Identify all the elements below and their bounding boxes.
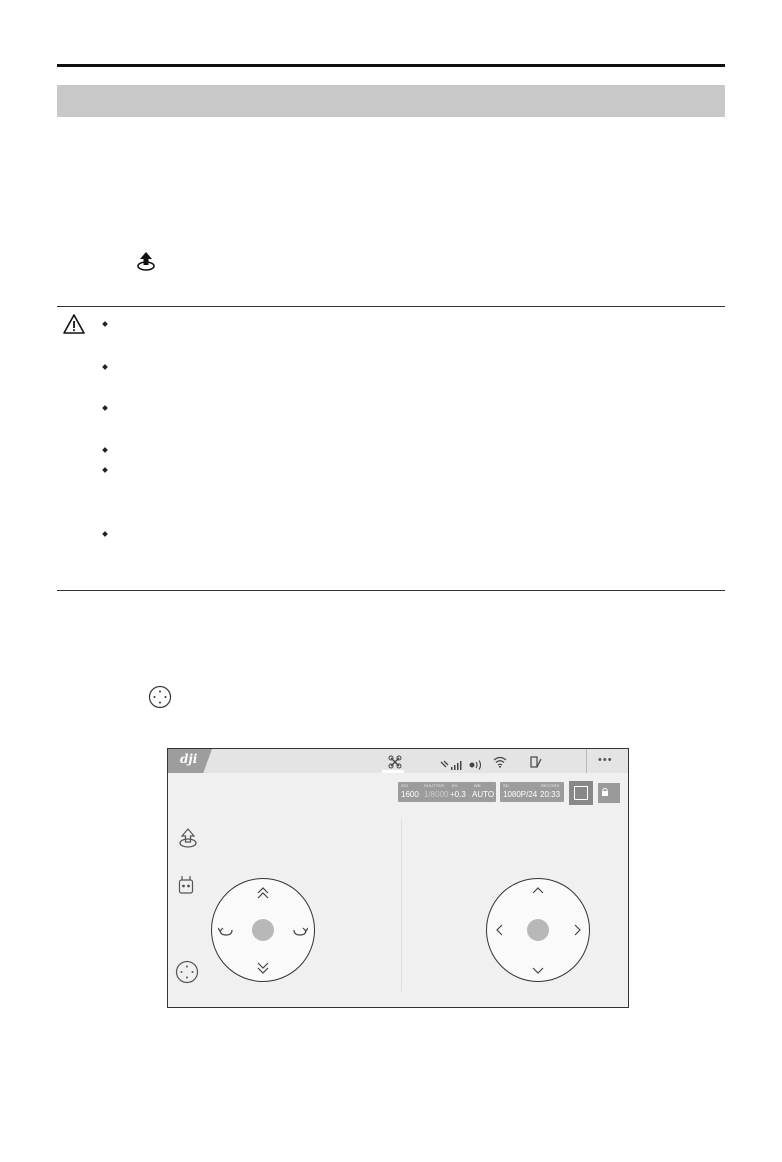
- note-bullet: [102, 321, 108, 327]
- right-stick-knob[interactable]: [527, 919, 549, 941]
- takeoff-icon: [135, 250, 157, 272]
- descend-icon: [257, 961, 269, 975]
- shutter-value: 1/8000: [424, 790, 449, 799]
- wb-value: AUTO: [472, 790, 495, 799]
- notes-bottom-rule: [57, 590, 725, 591]
- remote-controller-button[interactable]: [178, 875, 194, 900]
- right-icon: [573, 924, 582, 936]
- iso-value: 1600: [401, 790, 419, 799]
- sd-label: SD: [503, 783, 509, 788]
- shutter-label: SHUTTER: [424, 783, 445, 788]
- rotate-right-icon: [292, 925, 308, 937]
- record-label: RECORD: [541, 783, 560, 788]
- lock-icon: [601, 787, 609, 797]
- remote-signal-icon: [468, 757, 484, 775]
- notes-top-rule: [57, 306, 725, 307]
- rotate-left-icon: [218, 925, 234, 937]
- takeoff-button[interactable]: [177, 827, 199, 854]
- dji-logo: dji: [180, 752, 198, 766]
- left-virtual-stick[interactable]: [211, 878, 315, 982]
- takeoff-icon: [177, 827, 199, 849]
- screen-divider: [401, 819, 402, 991]
- ev-label: EV: [452, 783, 458, 788]
- camera-exposure-panel[interactable]: [398, 782, 496, 802]
- lock-button[interactable]: [598, 783, 620, 803]
- record-value: 20:33: [540, 790, 561, 799]
- note-bullet: [102, 467, 108, 473]
- virtual-joystick-icon: [175, 960, 199, 984]
- forward-icon: [532, 886, 544, 895]
- resolution-value: 1080P/24: [503, 790, 538, 799]
- topbar-divider: [586, 749, 587, 773]
- backward-icon: [532, 966, 544, 975]
- warning-triangle-icon: [62, 313, 86, 335]
- gps-signal-icon: [440, 757, 462, 775]
- iso-label: ISO: [401, 783, 409, 788]
- virtual-joystick-icon: [148, 685, 172, 709]
- note-bullet: [102, 531, 108, 537]
- active-tab-indicator: [382, 770, 404, 773]
- ev-value: +0.3: [450, 790, 466, 799]
- app-screenshot: [167, 748, 629, 1008]
- shutter-button[interactable]: [569, 781, 593, 805]
- virtual-joystick-button[interactable]: [175, 960, 199, 989]
- remote-controller-icon: [178, 875, 194, 895]
- wifi-signal-icon: [493, 755, 507, 773]
- top-rule: [57, 64, 725, 67]
- left-icon: [495, 924, 504, 936]
- battery-icon: [530, 755, 542, 773]
- wb-label: WB: [474, 783, 481, 788]
- more-menu-button[interactable]: •••: [598, 754, 613, 766]
- ascend-icon: [257, 886, 269, 900]
- right-virtual-stick[interactable]: [486, 878, 590, 982]
- note-bullet: [102, 447, 108, 453]
- shutter-frame-icon: [574, 786, 588, 800]
- note-bullet: [102, 405, 108, 411]
- note-bullet: [102, 364, 108, 370]
- left-stick-knob[interactable]: [252, 919, 274, 941]
- recording-info-panel[interactable]: [500, 782, 564, 802]
- section-header-bar: [57, 85, 725, 117]
